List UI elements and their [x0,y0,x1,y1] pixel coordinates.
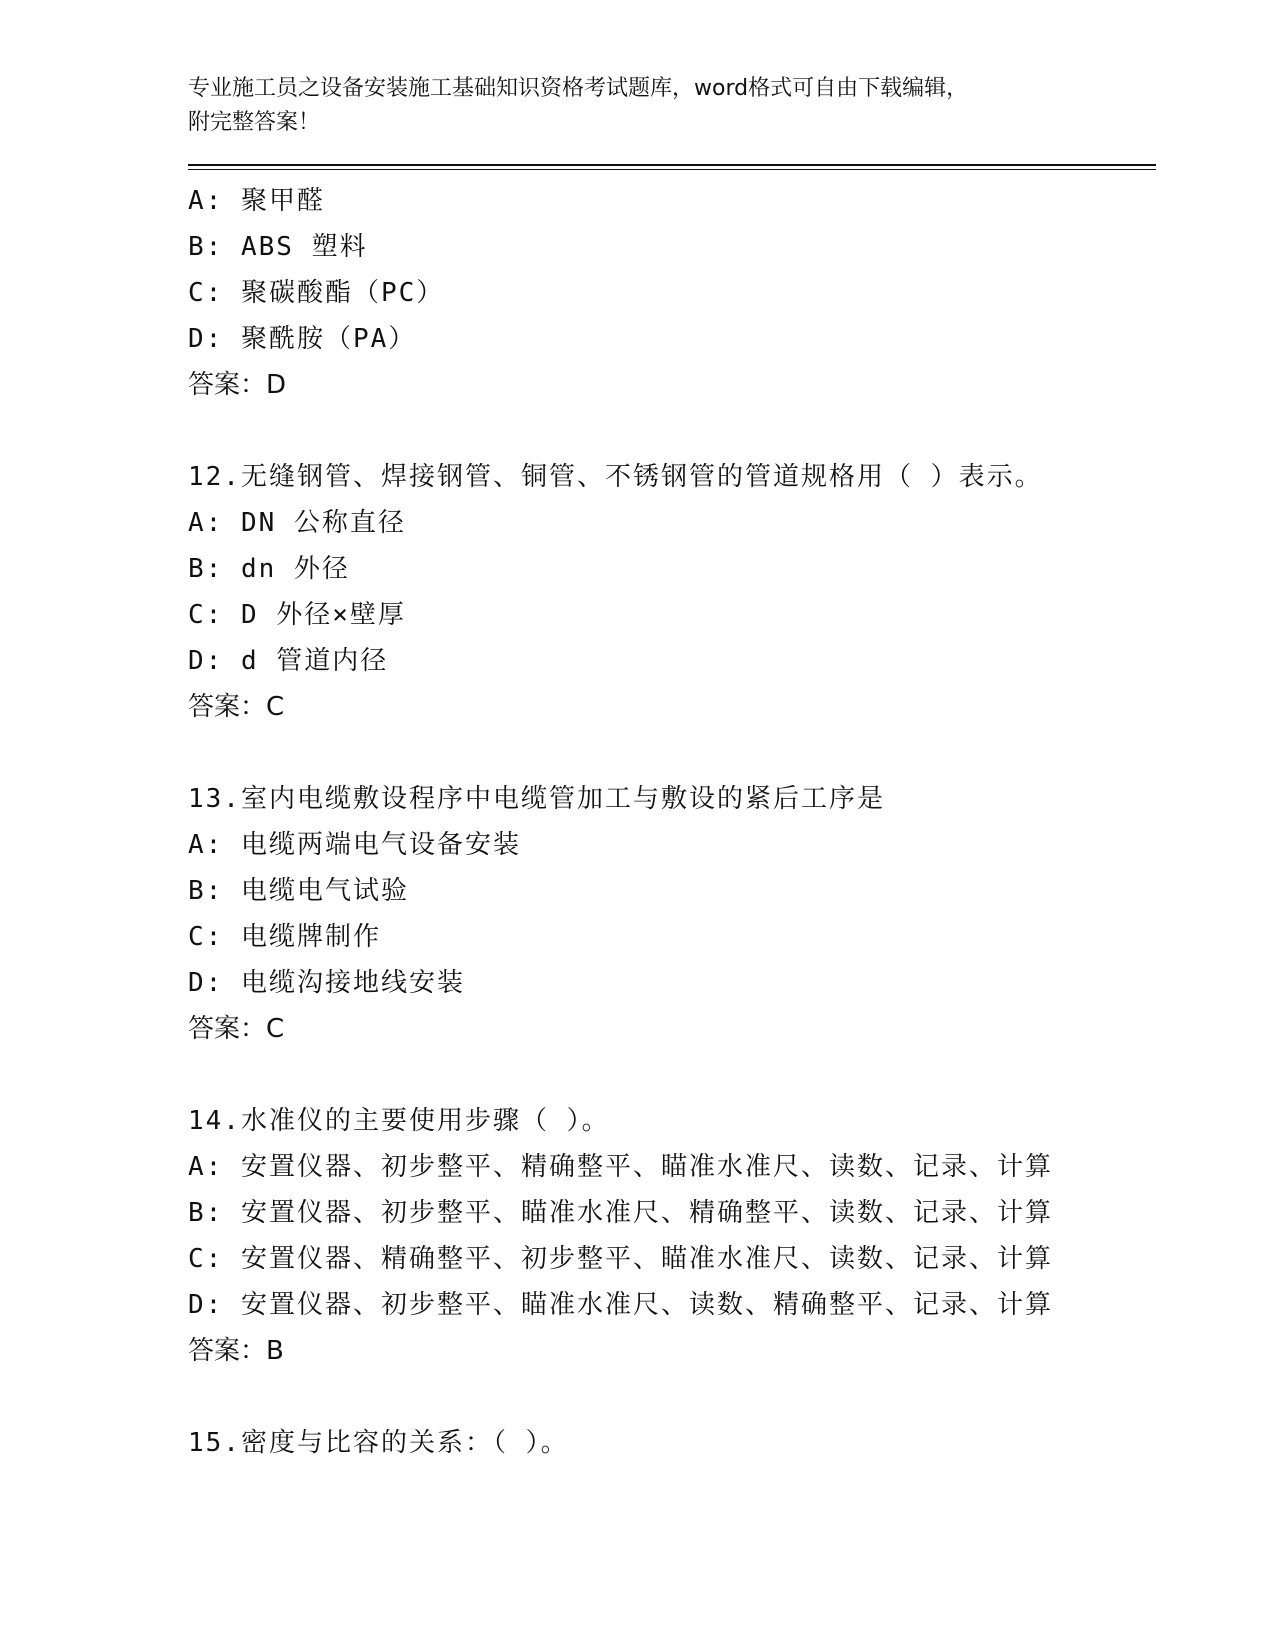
question-12-options [188,500,1156,684]
option-c: C: 安置仪器、精确整平、初步整平、瞄准水准尺、读数、记录、计算 [188,1244,1053,1274]
option-a: A: 安置仪器、初步整平、精确整平、瞄准水准尺、读数、记录、计算 [188,1152,1053,1182]
option-d: D: 安置仪器、初步整平、瞄准水准尺、读数、精确整平、记录、计算 [188,1290,1053,1320]
spacer [188,408,1156,454]
option-c: C: D 外径×壁厚 [188,600,406,630]
header-line-1: 专业施工员之设备安装施工基础知识资格考试题库，word格式可自由下载编辑， [188,76,969,101]
option-c: C: 聚碳酸酯（PC） [188,278,445,308]
question-11-answer: 答案：D [188,370,287,400]
question-13-answer: 答案：C [188,1014,285,1044]
question-14-stem: 14.水准仪的主要使用步骤（ ）。 [188,1106,610,1136]
question-14-block [188,1098,1156,1374]
option-a: A: DN 公称直径 [188,508,406,538]
question-15-stem: 15.密度与比容的关系：（ ）。 [188,1428,569,1458]
question-11-block [188,178,1156,408]
spacer [188,1374,1156,1420]
option-d: D: 聚酰胺（PA） [188,324,417,354]
question-14-answer: 答案：B [188,1336,284,1366]
option-b: B: dn 外径 [188,554,350,584]
option-c: C: 电缆牌制作 [188,922,381,952]
header-rule-thin [188,169,1156,170]
question-13-stem: 13.室内电缆敷设程序中电缆管加工与敷设的紧后工序是 [188,784,885,814]
question-13-block [188,776,1156,1052]
document-page [188,72,1156,1466]
header-rule-thick [188,164,1156,166]
option-d: D: 电缆沟接地线安装 [188,968,465,998]
question-14-options [188,1144,1156,1328]
option-a: A: 电缆两端电气设备安装 [188,830,521,860]
question-12-stem: 12.无缝钢管、焊接钢管、铜管、不锈钢管的管道规格用（ ）表示。 [188,462,1043,492]
question-12-answer: 答案：C [188,692,285,722]
spacer [188,1052,1156,1098]
question-11-options [188,178,1156,362]
option-d: D: d 管道内径 [188,646,389,676]
question-12-block [188,454,1156,730]
option-b: B: 安置仪器、初步整平、瞄准水准尺、精确整平、读数、记录、计算 [188,1198,1053,1228]
option-b: B: ABS 塑料 [188,232,368,262]
question-15-block [188,1420,1156,1466]
header-line-2: 附完整答案！ [188,110,321,135]
option-a: A: 聚甲醛 [188,186,325,216]
spacer [188,730,1156,776]
option-b: B: 电缆电气试验 [188,876,409,906]
question-13-options [188,822,1156,1006]
